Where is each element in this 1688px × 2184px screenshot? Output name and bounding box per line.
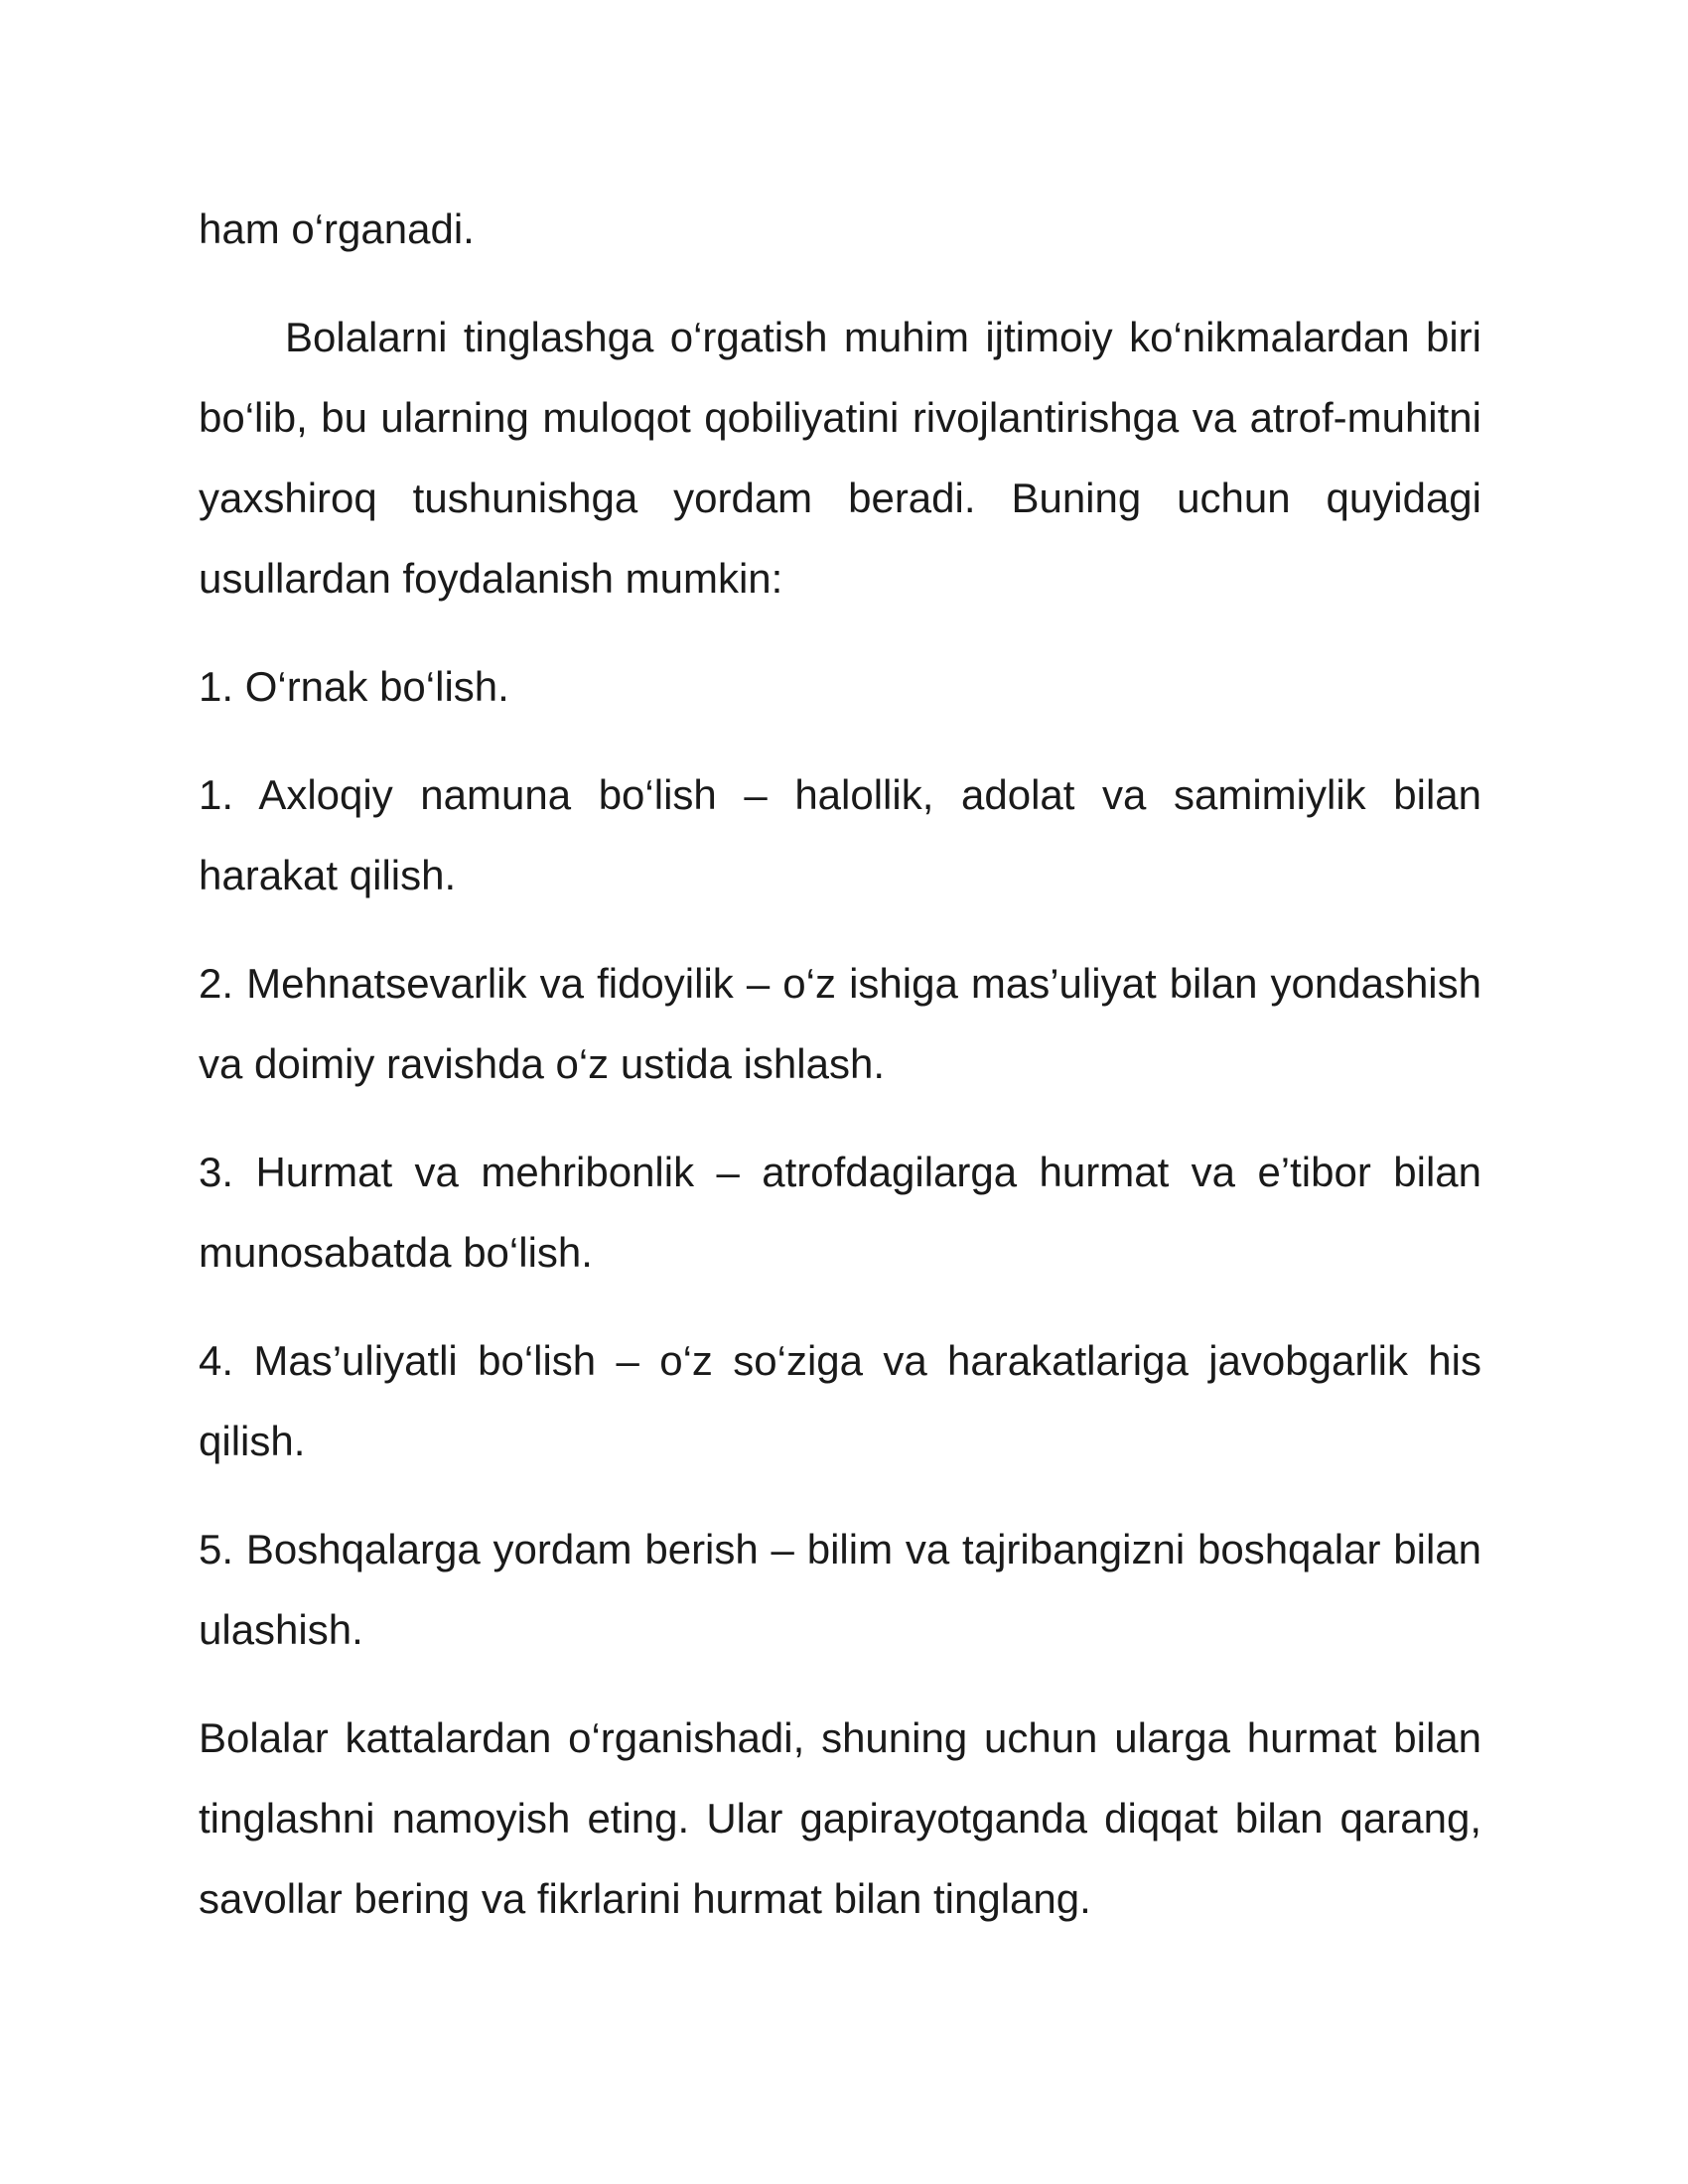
- list-item-1: 1. Axloqiy namuna bo‘lish – halollik, adolat va samimiylik bilan harakat qilish.: [199, 771, 1481, 898]
- list-item-3: 3. Hurmat va mehribonlik – atrofdagilarga hurmat va e’tibor bilan munosabatda bo‘lish.: [199, 1149, 1481, 1276]
- paragraph-intro: Bolalarni tinglashga o‘rgatish muhim ijtimoiy ko‘nikmalardan biri bo‘lib, bu ularning muloqot qobiliyatini rivojlantirishga va atrof-muhitni yaxshiroq tushunishga yordam beradi. Buning uchun quyidagi usullardan foydalanish mumkin:: [199, 314, 1481, 602]
- list-item-4: 4. Mas’uliyatli bo‘lish – o‘z so‘ziga va harakatlariga javobgarlik his qilish.: [199, 1337, 1481, 1464]
- paragraph-conclusion: Bolalar kattalardan o‘rganishadi, shuning uchun ularga hurmat bilan tinglashni namoyish eting. Ular gapirayotganda diqqat bilan qarang, savollar bering va fikrlarini hurmat bilan tinglang.: [199, 1714, 1481, 1922]
- list-item-5: 5. Boshqalarga yordam berish – bilim va tajribangizni boshqalar bilan ulashish.: [199, 1526, 1481, 1653]
- paragraph-continuation: ham o‘rganadi.: [199, 205, 475, 252]
- document-body: [199, 189, 1481, 1967]
- list-item-2: 2. Mehnatsevarlik va fidoyilik – o‘z ishiga mas’uliyat bilan yondashish va doimiy ravishda o‘z ustida ishlash.: [199, 960, 1481, 1087]
- list-heading: 1. O‘rnak bo‘lish.: [199, 663, 509, 710]
